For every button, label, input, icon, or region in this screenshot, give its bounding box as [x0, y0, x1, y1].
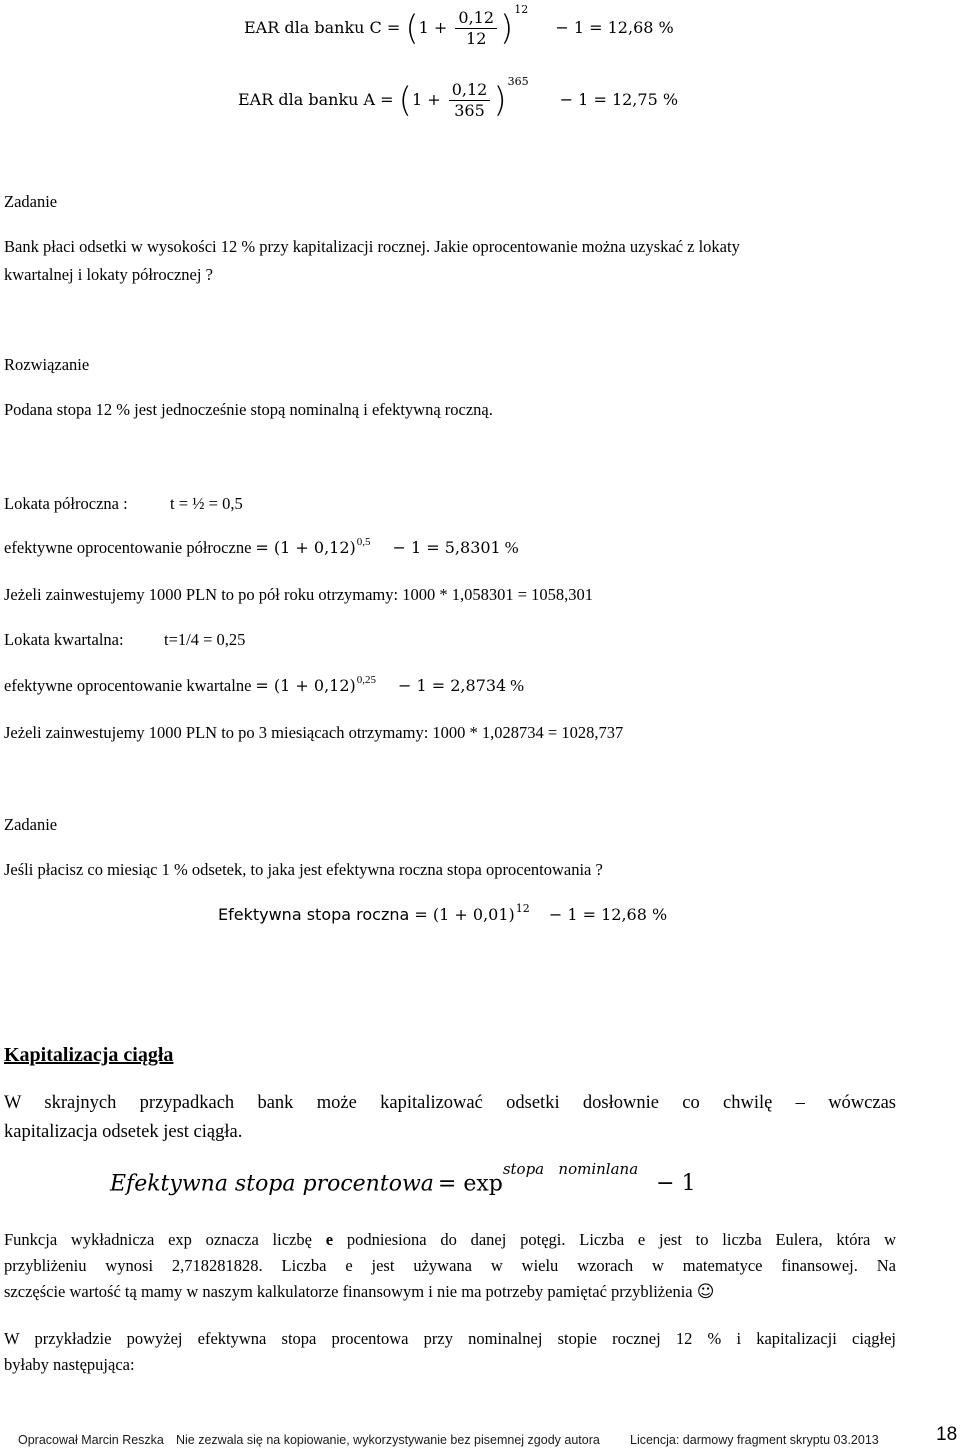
- footer-license: Licencja: darmowy fragment skryptu 03.2013: [630, 1433, 879, 1447]
- task1-text-line1: Bank płaci odsetki w wysokości 12 % przy kapitalizacji rocznej. Jakie oprocentowanie można uzyskać z lokaty: [4, 237, 740, 256]
- exponent: 365: [507, 75, 529, 88]
- quarter-effective-base: = (1 + 0,12): [255, 676, 356, 695]
- exponent: 12: [515, 902, 530, 915]
- task2-equation-base: = (1 + 0,01): [414, 905, 515, 924]
- quarter-effective-result: − 1 = 2,8734: [398, 676, 507, 695]
- smiley-icon: ☺: [696, 1282, 715, 1302]
- section-title: Kapitalizacja ciągła: [4, 1044, 174, 1066]
- one-plus: 1 +: [411, 90, 441, 109]
- task2-equation-result: − 1 = 12,68 %: [548, 905, 668, 924]
- fraction: [455, 8, 497, 49]
- quarter-investment: Jeżeli zainwestujemy 1000 PLN to po 3 miesiącach otrzymamy: 1000 * 1,028734 = 1028,737: [4, 723, 624, 742]
- exp-paragraph-text: podniesiona do danej potęgi. Liczba e jest to liczba Eulera, która w: [333, 1230, 896, 1249]
- quarter-effective-label: efektywne oprocentowanie kwartalne: [4, 676, 252, 695]
- continuous-text-line2: kapitalizacja odsetek jest ciągła.: [4, 1122, 243, 1142]
- ear-bank-c-result: − 1 = 12,68 %: [555, 18, 674, 37]
- ear-bank-c-label: EAR dla banku C: [244, 18, 382, 37]
- solution-text: Podana stopa 12 % jest jednocześnie stopą nominalną i efektywną roczną.: [4, 400, 493, 419]
- half-year-investment: Jeżeli zainwestujemy 1000 PLN to po pół roku otrzymamy: 1000 * 1,058301 = 1058,301: [4, 585, 594, 604]
- fraction-numerator: 0,12: [449, 80, 491, 101]
- fraction: [449, 80, 491, 121]
- task2-question: Jeśli płacisz co miesiąc 1 % odsetek, to jaka jest efektywna roczna stopa oprocentowania ?: [4, 860, 603, 879]
- example-paragraph-line1: W przykładzie powyżej efektywna stopa procentowa przy nominalnej stopie rocznej 12 % i kapitalizacji ciągłej: [4, 1329, 896, 1348]
- half-year-effective-base: = (1 + 0,12): [255, 538, 356, 557]
- task2-equation-label: Efektywna stopa roczna: [218, 905, 410, 924]
- quarter-label: Lokata kwartalna:: [4, 630, 124, 649]
- formula-minus-one: − 1: [656, 1171, 696, 1197]
- fraction-denominator: 12: [466, 29, 487, 48]
- task1-heading: Zadanie: [4, 192, 58, 211]
- exp-paragraph-text: Funkcja wykładnicza exp oznacza liczbę: [4, 1230, 326, 1249]
- ear-bank-a-equation: EAR dla banku A = (1 + $\frac{0,12}{365}$ )$^{365}$ − 1 = 12,75 %: [238, 75, 679, 121]
- formula-exponent: stopa nominlana: [502, 1160, 639, 1178]
- one-plus: 1 +: [418, 18, 448, 37]
- task2-equation: [218, 902, 668, 924]
- example-paragraph-line2: byłaby następująca:: [4, 1355, 135, 1374]
- percent-sign: %: [510, 676, 524, 695]
- task1-text-line2: kwartalnej i lokaty półrocznej ?: [4, 265, 213, 284]
- quarter-t: t=1/4 = 0,25: [164, 630, 246, 649]
- continuous-formula: [110, 1160, 696, 1197]
- solution-heading: Rozwiązanie: [4, 355, 90, 374]
- fraction-numerator: 0,12: [455, 8, 497, 29]
- exp-paragraph-line1: [4, 1230, 896, 1250]
- formula-lhs: Efektywna stopa procentowa: [110, 1171, 434, 1197]
- exp-paragraph-line3: [4, 1282, 714, 1302]
- quarter-effective-rate: [4, 676, 524, 696]
- exp-paragraph-line2: przybliżeniu wynosi 2,718281828. Liczba e jest używana w wielu wzorach w matematyce finansowej. Na: [4, 1256, 896, 1275]
- half-year-effective-rate: [4, 538, 518, 558]
- ear-bank-c-equation: EAR dla banku C = (1 + $\frac{0,12}{12}$ )$^{12}$ − 1 = 12,68 %: [244, 3, 674, 49]
- half-year-label: Lokata półroczna :: [4, 494, 128, 513]
- exponent: 0,25: [356, 674, 376, 686]
- percent-sign: %: [504, 538, 519, 557]
- half-year-effective-label: efektywne oprocentowanie półroczne: [4, 538, 252, 557]
- half-year-effective-result: − 1 = 5,8301: [392, 538, 501, 557]
- fraction-denominator: 365: [454, 101, 485, 120]
- formula-exp: = exp: [437, 1171, 503, 1197]
- continuous-text-line1: W skrajnych przypadkach bank może kapitalizować odsetki dosłownie co chwilę – wówczas: [4, 1093, 896, 1113]
- footer-author: Opracował Marcin Reszka: [18, 1433, 164, 1447]
- ear-bank-a-label: EAR dla banku A: [238, 90, 376, 109]
- exponent: 12: [514, 3, 529, 16]
- exponent: 0,5: [356, 536, 371, 548]
- half-year-t: t = ½ = 0,5: [170, 494, 243, 513]
- footer-notice: Nie zezwala się na kopiowanie, wykorzystywanie bez pisemnej zgody autora: [176, 1433, 600, 1447]
- task2-heading: Zadanie: [4, 815, 58, 834]
- page-number: 18: [936, 1424, 958, 1445]
- ear-bank-a-result: − 1 = 12,75 %: [559, 90, 679, 109]
- exp-paragraph-text: szczęście wartość tą mamy w naszym kalkulatorze finansowym i nie ma potrzeby pamiętać przybliżenia: [4, 1282, 693, 1301]
- euler-bold: e: [325, 1230, 334, 1249]
